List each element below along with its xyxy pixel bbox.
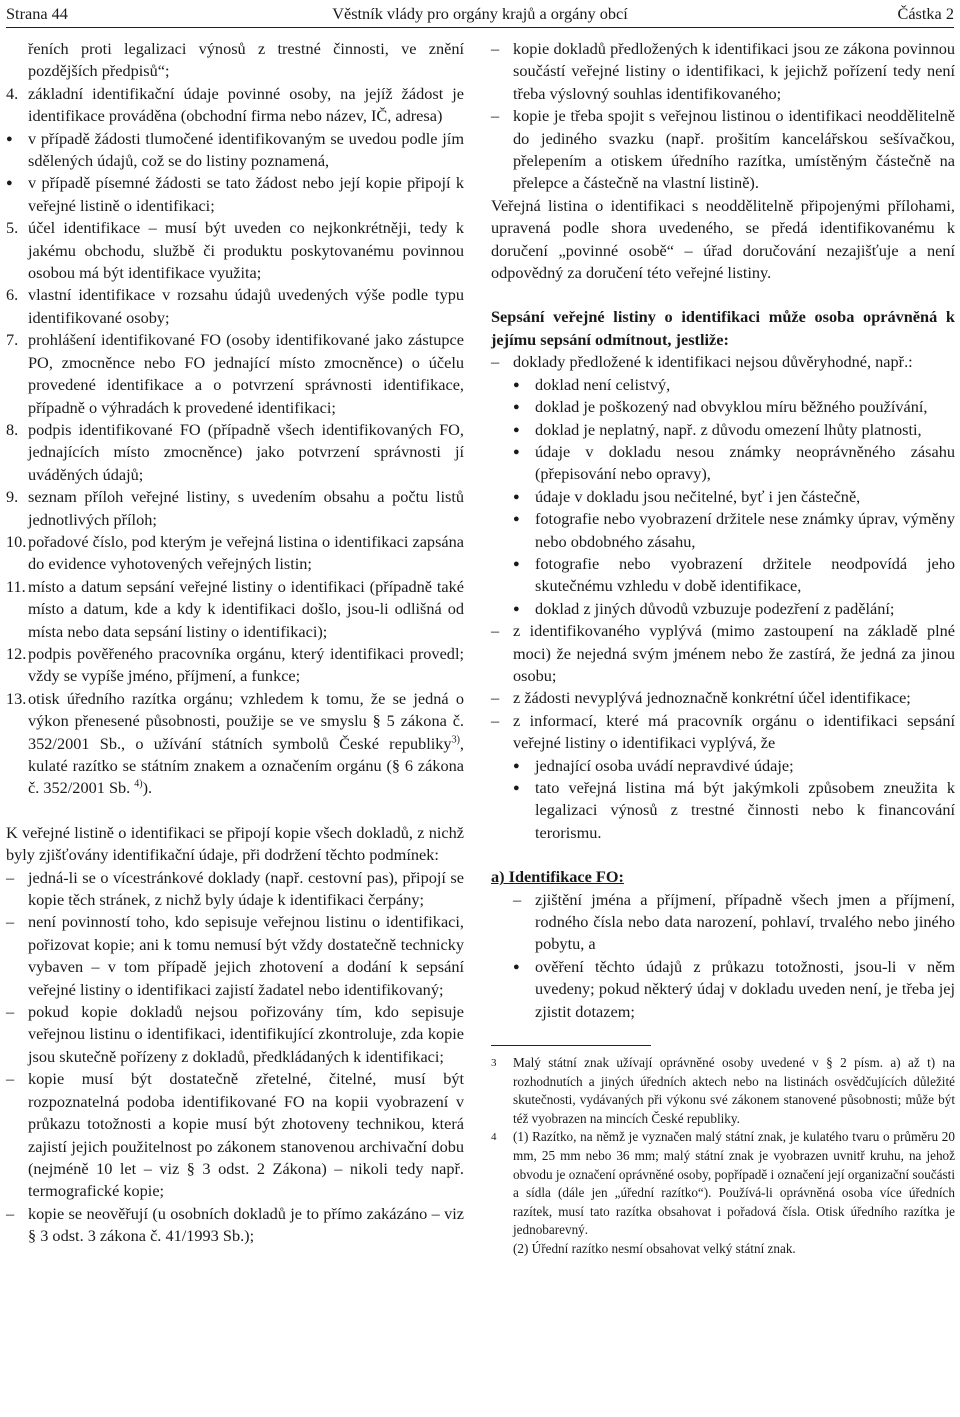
footnote-3: 3 Malý státní znak užívají oprávněné osoby uvedené v § 2 písm. a) až t) na rozhodnutích a jiných úředních aktech nebo na listinách osvědčujících důležité skutečnosti, vydávaných při výkonu své zákonem stanovené působnosti; může být též vyobrazen na mincích České republiky. [491, 1055, 955, 1126]
list-item-6: 6. vlastní identifikace v rozsahu údajů uvedených výše podle typu identifikované osoby; [6, 285, 464, 327]
dash-item: – kopie je třeba spojit s veřejnou listinou o identifikaci neoddělitelně do jediného svazku (např. prošitím kancelářskou sešívačkou, přelepením a otiskem úředního razítka, umístěným částečně na přelepce a částečně na vlastní listině). [491, 106, 955, 193]
paragraph-delivery: Veřejná listina o identifikaci s neoddělitelně připojenými přílohami, upravená podle shora uvedeného, se předá identifikovanému k doručení „povinné osobě“ – úřad doručování nezajišťuje a není odpovědný za doručení této veřejné listiny. [491, 195, 955, 283]
bullet-item: ● tato veřejná listina má být jakýmkoli způsobem zneužita k legalizaci výnosů z trestné činnosti nebo k financování terorismu. [513, 778, 955, 842]
list-item-7: 7. prohlášení identifikované FO (osoby identifikované jako zástupce PO, zmocněnce nebo FO jednající místo zmocněnce) o účelu provedené identifikace a o potvrzení správnosti identifikace, případně o výhradách k provedené identifikaci; [6, 330, 464, 417]
issue-number: Částka 2 [897, 4, 954, 23]
page-number: Strana 44 [6, 4, 68, 23]
bullet-item: ● doklad je neplatný, např. z důvodu omezení lhůty platnosti, [513, 419, 922, 439]
bullet-item: ● ověření těchto údajů z průkazu totožnosti, jsou-li v něm uvedeny; pokud některý údaj v dokladu uveden není, je třeba jej zjistit dotazem; [513, 956, 955, 1021]
bullet-item: ● údaje v dokladu nesou známky neoprávněného zásahu (přepisování nebo opravy), [513, 441, 955, 484]
dash-item: – z identifikovaného vyplývá (mimo zastoupení na základě plné moci) že nejedná svým jménem nebo že zastírá, že jedná za jinou osobu; [491, 621, 955, 685]
list-item-10: 10. pořadové číslo, pod kterým je veřejná listina o identifikaci zapsána do evidence vyhotovených veřejných listin; [6, 531, 464, 574]
footnote-4: 4 (1) Razítko, na němž je vyznačen malý státní znak, je kulatého tvaru o průměru 20 mm, 25 mm nebo 36 mm; malý státní znak je vyobrazen uvnitř kruhu, na jehož obvodu je označení oprávněné osoby, popřípadě i označení její organizační součásti a sídla (dále jen „úřední razítko“). Používá-li oprávněná osoba více úředních razítek, musí tato razítka obsahovat i pořadová čísla. Otisk úředního razítka je jednobarevný. [491, 1129, 955, 1238]
page-header [6, 3, 954, 28]
bullet-item: ● doklad není celistvý, [513, 374, 671, 394]
dash-item: – není povinností toho, kdo sepisuje veřejnou listinu o identifikaci, pořizovat kopie; ani k tomu nemusí být vždy dostatečně technicky vybaven – v tom případě jejich zhotovení a dodání k sepsání veřejné listiny o identifikaci zajistí žadatel nebo identifikovaný; [6, 912, 464, 999]
dash-item: – jedná-li se o vícestránkové doklady (např. cestovní pas), připojí se kopie těch stránek, z nichž byly údaje k identifikaci čerpány; [6, 867, 464, 910]
list-item-8: 8. podpis identifikované FO (případně všech identifikovaných FO, jednajících místo zmocněnce) jako potvrzení správnosti jí uváděných údajů; [6, 419, 464, 484]
list-item-12: 12. podpis pověřeného pracovníka orgánu, který identifikaci provedl; vždy se vypíše jméno, příjmení, a funkce; [6, 643, 464, 686]
dash-item: – z informací, které má pracovník orgánu o identifikaci sepsání veřejné listiny o identifikaci vyplývá, že [491, 710, 955, 753]
list-item-5: 5. účel identifikace – musí být uveden co nejkonkrétněji, tedy k jakému obchodu, službě či produktu poskytovanému povinnou osobou má být identifikace využita; [6, 218, 464, 283]
paragraph-attachments: K veřejné listině o identifikaci se připojí kopie všech dokladů, z nichž byly zjišťovány identifikační údaje, při dodržení těchto podmínek: [6, 822, 464, 865]
list-item-9: 9. seznam příloh veřejné listiny, s uvedením obsahu a počtu listů jednotlivých příloh; [6, 487, 464, 529]
bullet-item: ● údaje v dokladu jsou nečitelné, byť i jen částečně, [513, 486, 861, 506]
section-heading: Sepsání veřejné listiny o identifikaci může osoba oprávněná k jejímu sepsání odmítnout, jestliže: [491, 307, 955, 349]
dash-item: – pokud kopie dokladů nejsou pořizovány tím, kdo sepisuje veřejnou listinu o identifikaci, identifikující zkontroluje, zda kopie jsou skutečně pořízeny z dokladů, předkládaných k identifikaci; [6, 1002, 464, 1066]
bullet-item: ● v případě písemné žádosti se tato žádost nebo její kopie připojí k veřejné listině o identifikaci; [6, 173, 464, 215]
dash-item: – doklady předložené k identifikaci nejsou důvěryhodné, např.: [491, 352, 913, 372]
footnote-divider [491, 1045, 651, 1046]
list-item-13: 13. otisk úředního razítka orgánu; vzhledem k tomu, že se jedná o výkon přenesené působnosti, použije se ve smyslu § 5 zákona č. 352/2001 Sb., o užívání státních symbolů České republiky$^{3)}$, kulaté razítko se státním znakem a označením orgánu (§ 6 zákona č. 352/2001 Sb. $^{4)}$). [6, 688, 464, 798]
list-item-4: 4. základní identifikační údaje povinné osoby, na jejíž žádost je identifikace prováděna (obchodní firma nebo název, IČ, adresa) [6, 83, 464, 126]
bullet-item: ● doklad z jiných důvodů vzbuzuje podezření z padělání; [513, 598, 895, 618]
journal-title: Věstník vlády pro orgány krajů a orgány obcí [332, 4, 628, 23]
bullet-item: ● v případě žádosti tlumočené identifikovaným se uvedou podle jím sdělených údajů, což se do listiny poznamená, [6, 128, 464, 171]
subsection-heading: a) Identifikace FO: [491, 867, 624, 887]
footnote-4-part-2: (2) Úřední razítko nesmí obsahovat velký státní znak. [513, 1241, 796, 1256]
left-column [6, 38, 464, 1248]
dash-item: – kopie se neověřují (u osobních dokladů je to přímo zakázáno – viz § 3 odst. 3 zákona č. 41/1993 Sb.); [6, 1203, 464, 1246]
bullet-item: ● jednající osoba uvádí nepravdivé údaje; [513, 755, 794, 775]
right-column [491, 38, 955, 1259]
dash-item: – kopie musí být dostatečně zřetelné, čitelné, musí být rozpoznatelná podoba identifikované FO na kopii vyobrazení v průkazu totožnosti a kopie musí být zhotoveny technikou, která zajistí jejich použitelnost po zákonem stanovenou archivační dobu (nejméně 10 let – viz § 3 odst. 2 Zákona) – nikoli tedy např. termografické kopie; [6, 1069, 464, 1201]
list-item-11: 11. místo a datum sepsání veřejné listiny o identifikaci (případně také místo a datum, kde a kdy k identifikaci došlo, jsou-li odlišná od místa nebo data sepsání listiny o identifikaci); [6, 576, 464, 641]
dash-item: – kopie dokladů předložených k identifikaci jsou ze zákona povinnou součástí veřejné listiny o identifikaci, k jejichž pořízení tedy není třeba výslovný souhlas identifikovaného; [491, 39, 955, 103]
list-item-continuation: řeních proti legalizaci výnosů z trestné činnosti, ve znění pozdějších předpisů“; [28, 39, 464, 81]
bullet-item: ● fotografie nebo vyobrazení držitele neodpovídá jeho skutečnému vzhledu v době identifikace, [513, 553, 955, 596]
dash-item: – z žádosti nevyplývá jednoznačně konkrétní účel identifikace; [491, 688, 911, 708]
bullet-item: ● doklad je poškozený nad obvyklou míru běžného používání, [513, 397, 928, 417]
bullet-item: ● fotografie nebo vyobrazení držitele nese známky úprav, výměny nebo obdobného zásahu, [513, 509, 955, 551]
dash-item: – zjištění jména a příjmení, případně všech jmen a příjmení, rodného čísla nebo data narození, pohlaví, trvalého nebo jiného pobytu, a [513, 889, 955, 954]
